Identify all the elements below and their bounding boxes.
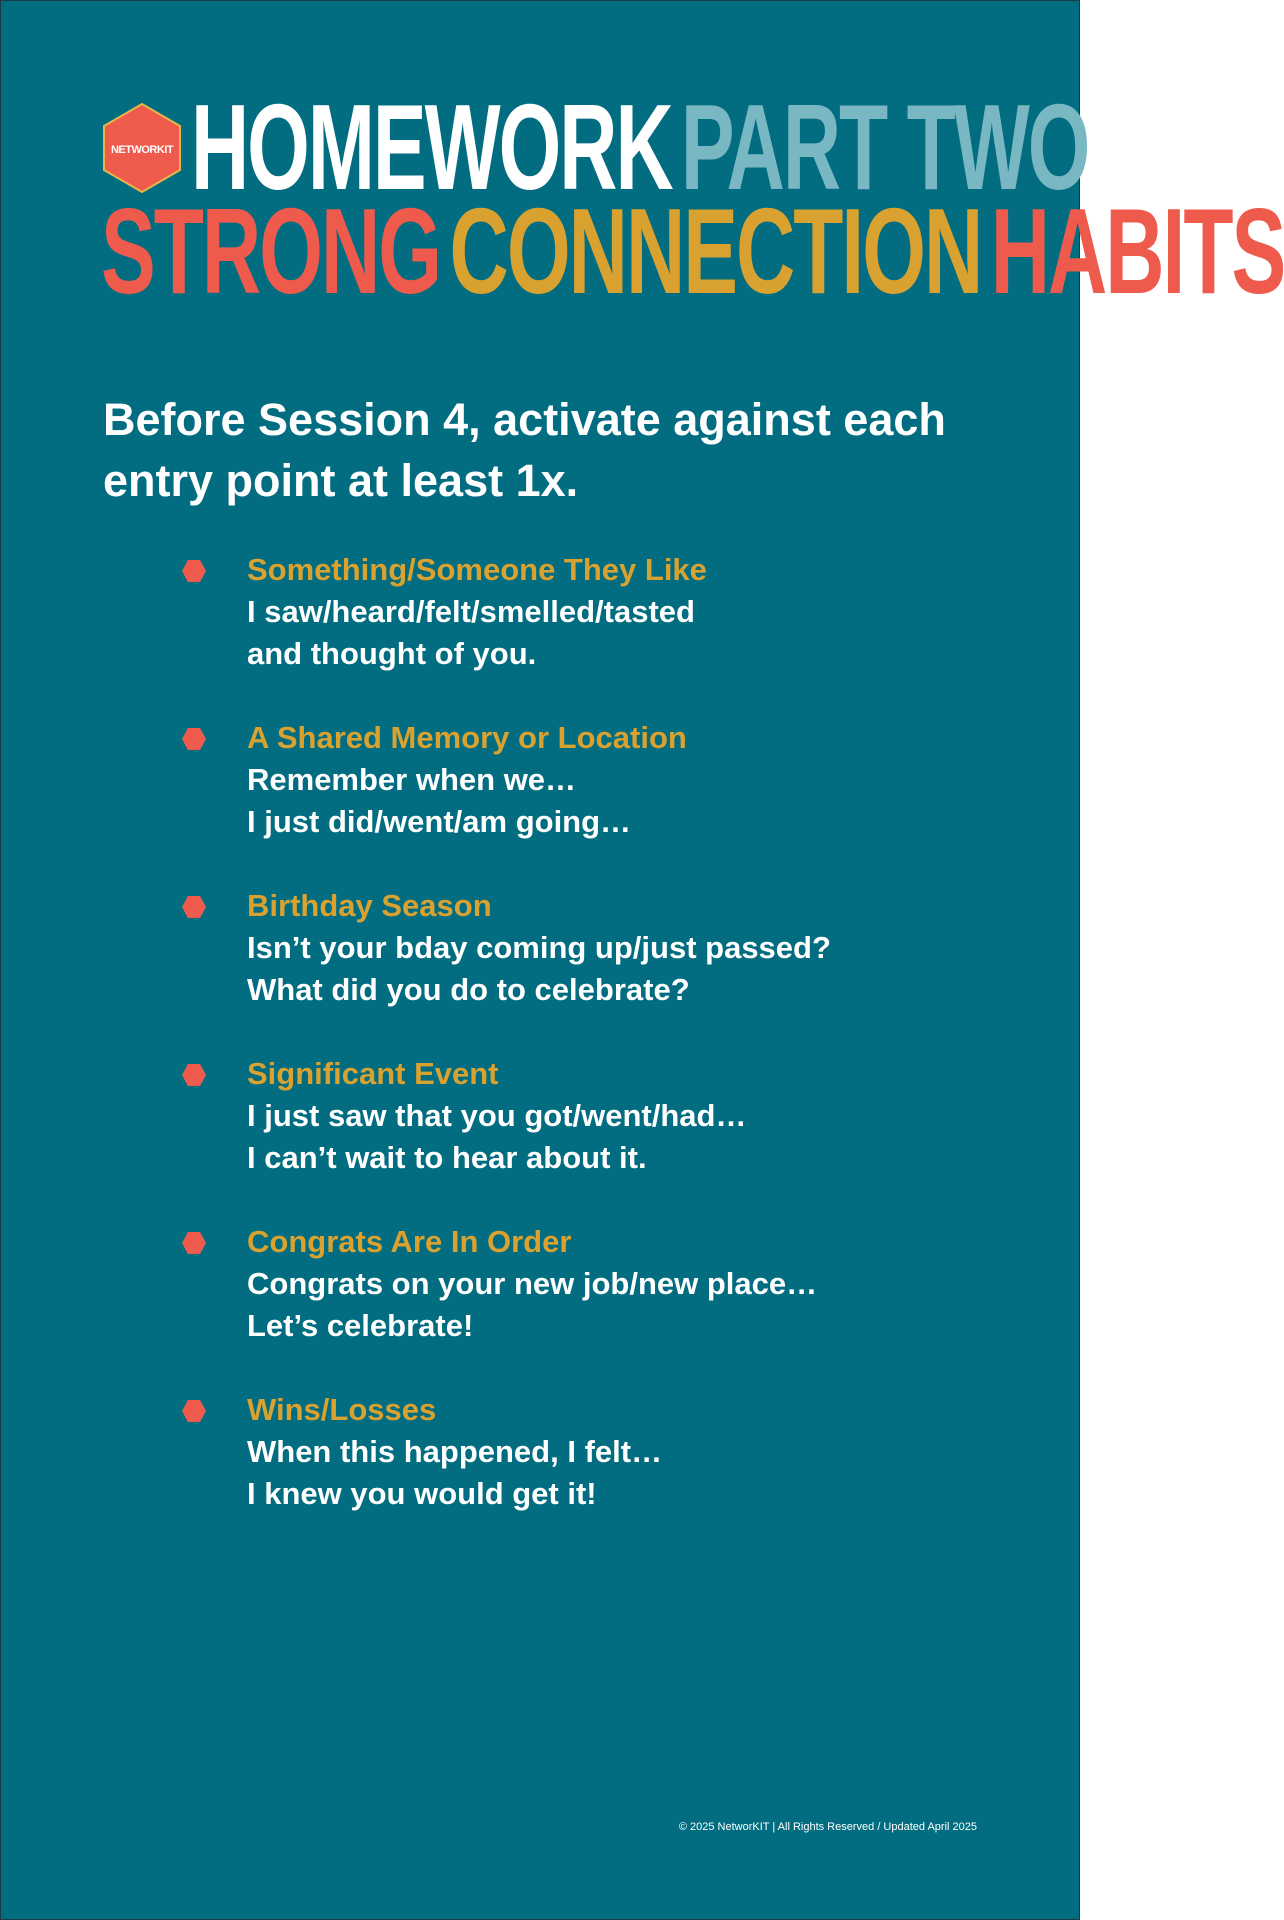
networkit-logo <box>103 103 181 193</box>
hexagon-bullet-icon <box>181 1063 207 1087</box>
entry-point-example: and thought of you. <box>247 636 537 671</box>
entry-point-example: Isn’t your bday coming up/just passed? <box>247 930 831 965</box>
entry-point-list <box>181 549 981 1557</box>
entry-point-title: Something/Someone They Like <box>247 552 707 587</box>
entry-point-title: Congrats Are In Order <box>247 1224 572 1259</box>
entry-point-title: Wins/Losses <box>247 1392 437 1427</box>
hexagon-bullet-icon <box>181 727 207 751</box>
header-connection: CONNECTION <box>449 183 982 319</box>
entry-point-example: Let’s celebrate! <box>247 1308 474 1343</box>
hexagon-bullet-icon <box>181 559 207 583</box>
entry-point-example: I just did/went/am going… <box>247 804 632 839</box>
entry-point-example: I saw/heard/felt/smelled/tasted <box>247 594 695 629</box>
entry-point-example: Remember when we… <box>247 762 577 797</box>
hexagon-bullet-icon <box>181 1399 207 1423</box>
header-line-2 <box>101 183 1284 319</box>
entry-point-item <box>181 1221 981 1347</box>
header-strong: STRONG <box>101 183 441 319</box>
entry-point-item <box>181 549 981 675</box>
intro-text: Before Session 4, activate against each entry point at least 1x. <box>103 394 946 506</box>
header-habits: HABITS <box>990 183 1284 319</box>
entry-point-example: What did you do to celebrate? <box>247 972 690 1007</box>
hexagon-bullet-icon <box>181 895 207 919</box>
hexagon-bullet-icon <box>181 1231 207 1255</box>
entry-point-item <box>181 717 981 843</box>
entry-point-item <box>181 1053 981 1179</box>
entry-point-title: Birthday Season <box>247 888 492 923</box>
header-homework: HOMEWORK <box>191 79 672 215</box>
entry-point-item <box>181 885 981 1011</box>
entry-point-example: When this happened, I felt… <box>247 1434 663 1469</box>
entry-point-item <box>181 1389 981 1515</box>
entry-point-example: I just saw that you got/went/had… <box>247 1098 747 1133</box>
entry-point-example: I can’t wait to hear about it. <box>247 1140 647 1175</box>
logo-text: NETWORKIT <box>110 144 174 156</box>
networkit-hexagon-logo-icon <box>103 103 181 193</box>
entry-point-title: A Shared Memory or Location <box>247 720 687 755</box>
entry-point-example: I knew you would get it! <box>247 1476 597 1511</box>
entry-point-example: Congrats on your new job/new place… <box>247 1266 818 1301</box>
copyright-footer: © 2025 NetworKIT | All Rights Reserved / Updated April 2025 <box>678 1821 977 1833</box>
header-part-two: PART TWO <box>680 79 1089 215</box>
entry-point-title: Significant Event <box>247 1056 499 1091</box>
